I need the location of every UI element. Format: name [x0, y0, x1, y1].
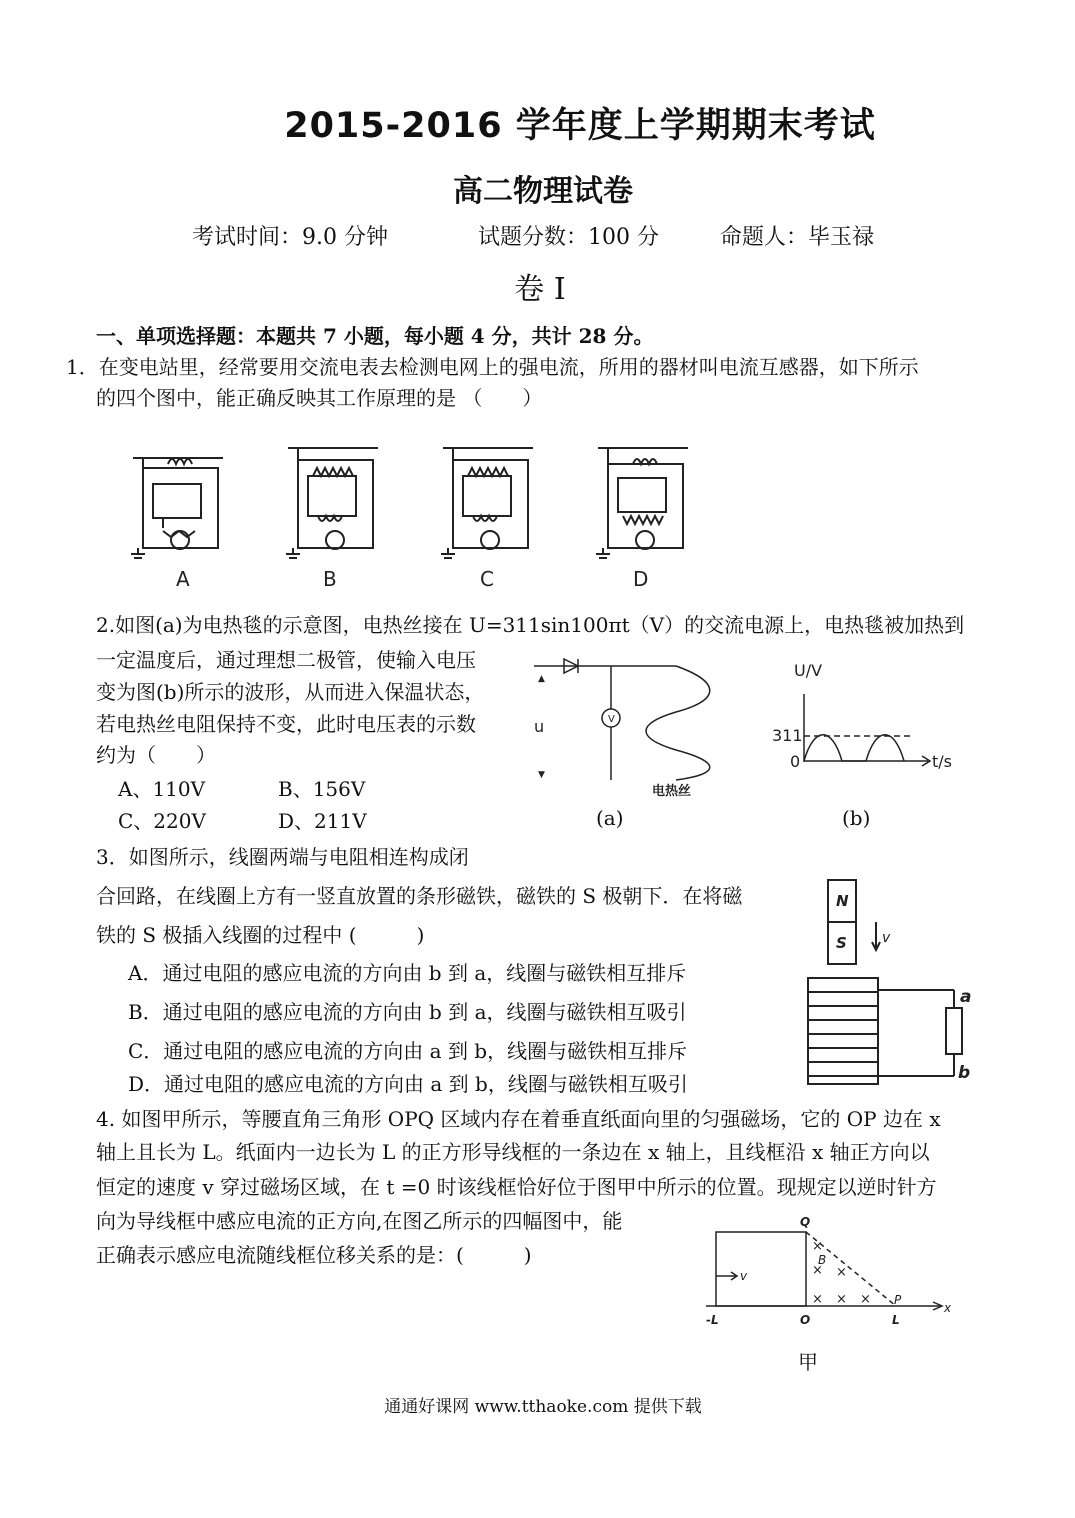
q1-line1: 1．在变电站里，经常要用交流电表去检测电网上的强电流，所用的器材叫电流互感器，如下所示 [66, 355, 919, 379]
q2-option-a: A、110V [118, 777, 206, 801]
q2-line2: 一定温度后，通过理想二极管，使输入电压 [96, 648, 476, 672]
q2-xlabel: t/s [932, 752, 952, 771]
q2-u-label: u [534, 717, 545, 736]
q2-caption-a: (a) [596, 806, 624, 830]
svg-text:×: × [836, 1292, 847, 1307]
q1-label-b: B [323, 567, 337, 591]
q3-option-b: B．通过电阻的感应电流的方向由 b 到 a，线圈与磁铁相互吸引 [128, 1000, 687, 1024]
q4-line3: 恒定的速度 v 穿过磁场区域，在 t =0 时该线框恰好位于图甲中所示的位置。现规定以逆时针方 [96, 1175, 937, 1199]
q1-figure-d [596, 448, 688, 558]
q1-figure-a [131, 458, 223, 558]
q3-option-d: D．通过电阻的感应电流的方向由 a 到 b，线圈与磁铁相互吸引 [128, 1072, 688, 1096]
q3-a-label: a [960, 987, 972, 1007]
q3-coil-figure [798, 876, 988, 1088]
q1-figure-b [286, 448, 378, 558]
q1-line2: 的四个图中，能正确反映其工作原理的是 （ ） [96, 386, 543, 410]
q3-line1: 3．如图所示，线圈两端与电阻相连构成闭 [96, 845, 469, 869]
q4-line5: 正确表示感应电流随线框位移关系的是：( ) [96, 1243, 532, 1267]
q4-l-label: L [892, 1313, 900, 1327]
svg-text:×: × [860, 1292, 871, 1307]
svg-text:×: × [812, 1239, 823, 1254]
q2-option-d: D、211V [278, 809, 367, 833]
q2-figure-a [526, 652, 726, 798]
exam-score: 试题分数：100 分 [478, 225, 659, 250]
q4-q-label: Q [800, 1215, 811, 1229]
q2-voltmeter-label: V [608, 714, 615, 725]
q4-b-label: B [818, 1253, 827, 1267]
q2-line5: 约为（ ） [96, 743, 216, 767]
q4-x-label: x [944, 1301, 952, 1315]
q2-wire-label: 电热丝 [652, 784, 692, 798]
q4-v-label: v [740, 1269, 748, 1283]
svg-text:×: × [812, 1292, 823, 1307]
q2-caption-b: (b) [842, 806, 871, 830]
exam-time: 考试时间：9.0 分钟 [192, 225, 388, 250]
part-heading: 卷 I [514, 272, 566, 307]
q2-tick-0: 0 [790, 752, 801, 771]
q2-ylabel: U/V [794, 661, 823, 680]
exam-subtitle: 高二物理试卷 [453, 174, 633, 209]
q4-o-label: O [800, 1313, 811, 1327]
q3-option-a: A．通过电阻的感应电流的方向由 b 到 a，线圈与磁铁相互排斥 [128, 961, 687, 985]
q3-v-label: v [882, 930, 891, 946]
q2-figure-b [770, 654, 970, 774]
section-heading: 一、单项选择题：本题共 7 小题，每小题 4 分，共计 28 分。 [96, 324, 654, 348]
q3-n-label: N [836, 892, 849, 910]
q2-line1: 2.如图(a)为电热毯的示意图，电热丝接在 U=311sin100πt（V）的交流电源上，电热毯被加热到 [96, 613, 965, 637]
exam-title: 2015-2016 学年度上学期期末考试 [284, 106, 876, 146]
q4-line4: 向为导线框中感应电流的正方向,在图乙所示的四幅图中，能 [96, 1209, 623, 1233]
q4-line2: 轴上且长为 L。纸面内一边长为 L 的正方形导线框的一条边在 x 轴上，且线框沿 x 轴正方向以 [96, 1140, 930, 1164]
footer-text: 通通好课网 www.tthaoke.com 提供下载 [384, 1397, 702, 1417]
q4-neg-l-label: -L [706, 1313, 719, 1327]
q1-label-d: D [633, 567, 649, 591]
q4-p-label: P [894, 1293, 902, 1307]
svg-text:×: × [836, 1265, 847, 1280]
svg-text:×: × [812, 1263, 823, 1278]
svg-text:▲: ▲ [538, 674, 545, 684]
q2-line4: 若电热丝电阻保持不变，此时电压表的示数 [96, 712, 476, 736]
q4-figure-jia [700, 1208, 962, 1330]
q1-transformer-figures [118, 436, 698, 596]
q4-line1: 4. 如图甲所示，等腰直角三角形 OPQ 区域内存在着垂直纸面向里的匀强磁场，它的 OP 边在 x [96, 1107, 941, 1131]
exam-author: 命题人：毕玉禄 [720, 225, 875, 250]
q2-line3: 变为图(b)所示的波形，从而进入保温状态， [96, 680, 485, 704]
q3-b-label: b [958, 1063, 971, 1083]
q3-option-c: C．通过电阻的感应电流的方向由 a 到 b，线圈与磁铁相互排斥 [128, 1039, 688, 1063]
q3-s-label: S [836, 934, 847, 952]
svg-text:▼: ▼ [538, 770, 545, 780]
q2-option-c: C、220V [118, 809, 206, 833]
q1-label-c: C [480, 567, 494, 591]
q4-caption: 甲 [798, 1350, 818, 1374]
q2-tick-311: 311 [772, 726, 803, 745]
q3-line2: 合回路，在线圈上方有一竖直放置的条形磁铁，磁铁的 S 极朝下．在将磁 [96, 884, 743, 908]
q2-option-b: B、156V [278, 777, 366, 801]
q1-label-a: A [176, 567, 190, 591]
q1-figure-c [441, 448, 533, 558]
q3-line3: 铁的 S 极插入线圈的过程中 ( ) [96, 923, 425, 947]
